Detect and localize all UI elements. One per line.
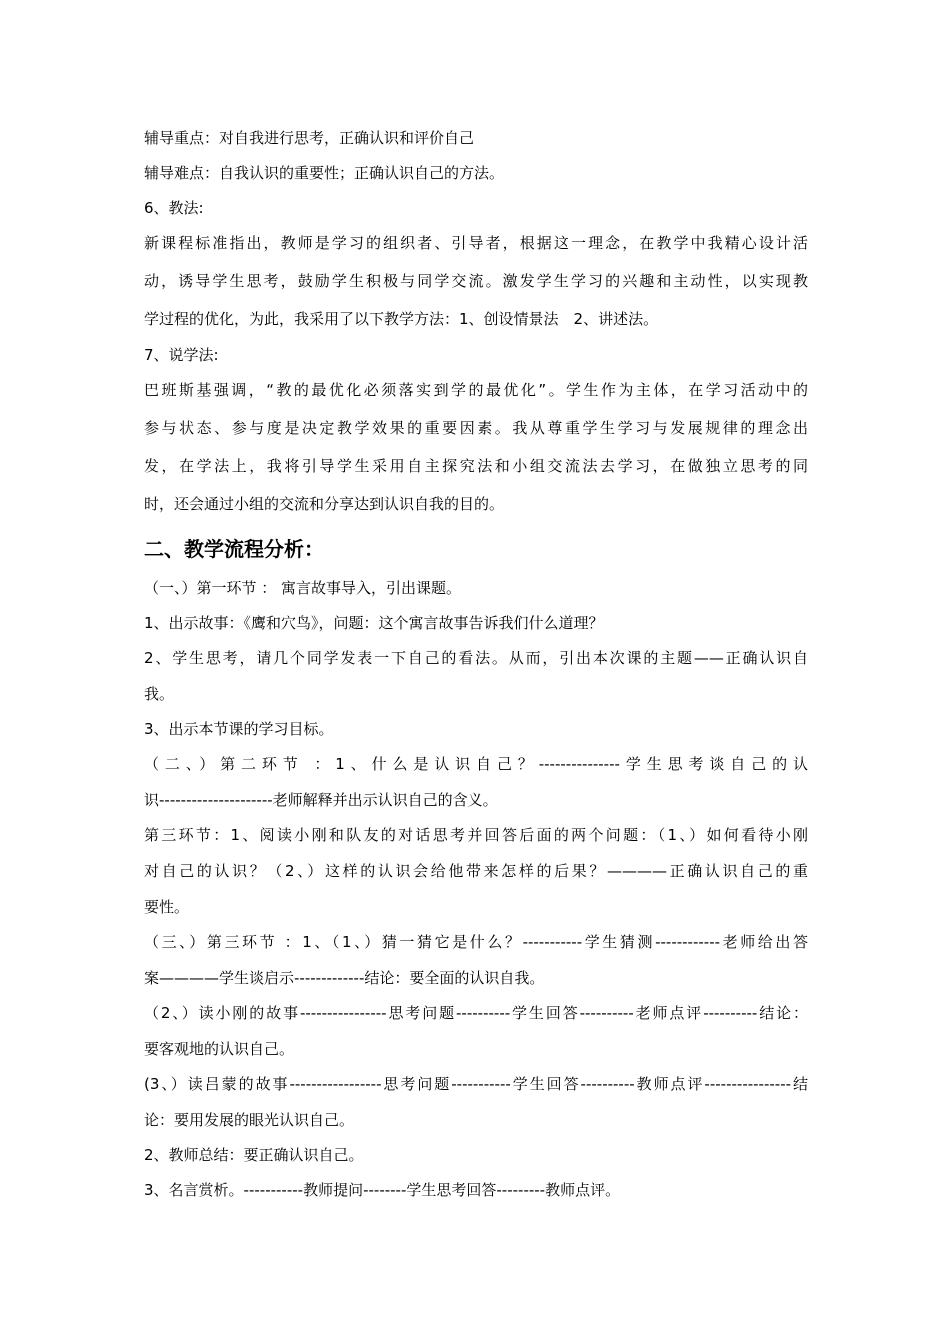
step3-line: 第三环节：1、阅读小刚和队友的对话思考并回答后面的两个问题：（1、）如何看待小刚	[144, 826, 808, 844]
step1-title: （一、）第一环节 ： 寓言故事导入，引出课题。	[144, 579, 462, 597]
summary-line: 2、教师总结：要正确认识自己。	[144, 1146, 364, 1164]
learning-method-line: 巴班斯基强调，“教的最优化必须落实到学的最优化”。学生作为主体，在学习活动中的	[144, 381, 808, 399]
learning-method-title: 7、说学法:	[144, 346, 219, 364]
step2-line: （二、）第二环节 ：1、什么是认识自己？---------------学生思考谈自己的认	[144, 755, 808, 773]
step1-item: 1、出示故事：《鹰和穴鸟》，问题：这个寓言故事告诉我们什么道理？	[144, 614, 604, 632]
step2-line: 识---------------------老师解释并出示认识自己的含义。	[144, 791, 498, 809]
story-line: 要客观地的认识自己。	[144, 1040, 295, 1058]
focus-key: 辅导重点：对自我进行思考，正确认识和评价自己	[144, 129, 475, 147]
focus-difficult: 辅导难点：自我认识的重要性；正确认识自己的方法。	[144, 164, 505, 182]
section-heading: 二、教学流程分析：	[144, 537, 324, 561]
step3-line: 对自己的认识？（2、）这样的认识会给他带来怎样的后果？————正确认识自己的重	[144, 862, 808, 880]
step1-item: 2、学生思考，请几个同学发表一下自己的看法。从而，引出本次课的主题——正确认识自	[144, 649, 808, 667]
teaching-method-line: 新课程标准指出，教师是学习的组织者、引导者，根据这一理念，在教学中我精心设计活	[144, 234, 808, 252]
teaching-method-title: 6、教法:	[144, 199, 204, 217]
step3b-line: 案————学生谈启示-------------结论：要全面的认识自我。	[144, 969, 545, 987]
learning-method-line: 发，在学法上，我将引导学生采用自主探究法和小组交流法去学习，在做独立思考的同	[144, 457, 808, 475]
step1-item: 我。	[144, 685, 175, 703]
teaching-method-line: 动，诱导学生思考，鼓励学生积极与同学交流。激发学生学习的兴趣和主动性，以实现教	[144, 272, 808, 290]
learning-method-line: 参与状态、参与度是决定教学效果的重要因素。我从尊重学生学习与发展规律的理念出	[144, 419, 808, 437]
step3-line: 要性。	[144, 898, 190, 916]
quotes-line: 3、名言赏析。-----------教师提问--------学生思考回答---------教师点评。	[144, 1181, 621, 1199]
story-line: 论：要用发展的眼光认识自己。	[144, 1111, 355, 1129]
teaching-method-line: 学过程的优化，为此，我采用了以下教学方法：1、创设情景法 2、讲述法。	[144, 310, 659, 328]
step1-item: 3、出示本节课的学习目标。	[144, 720, 334, 738]
story-line: （2、）读小刚的故事----------------思考问题----------学生回答----------老师点评----------结论：	[144, 1004, 808, 1022]
story-line: (3、）读吕蒙的故事-----------------思考问题-----------学生回答----------教师点评----------------结	[144, 1075, 808, 1093]
learning-method-line: 时，还会通过小组的交流和分享达到认识自我的目的。	[144, 495, 505, 513]
step3b-line: （三、）第三环节 ：1、（1、）猜一猜它是什么？-----------学生猜测------------老师给出答	[144, 933, 808, 951]
